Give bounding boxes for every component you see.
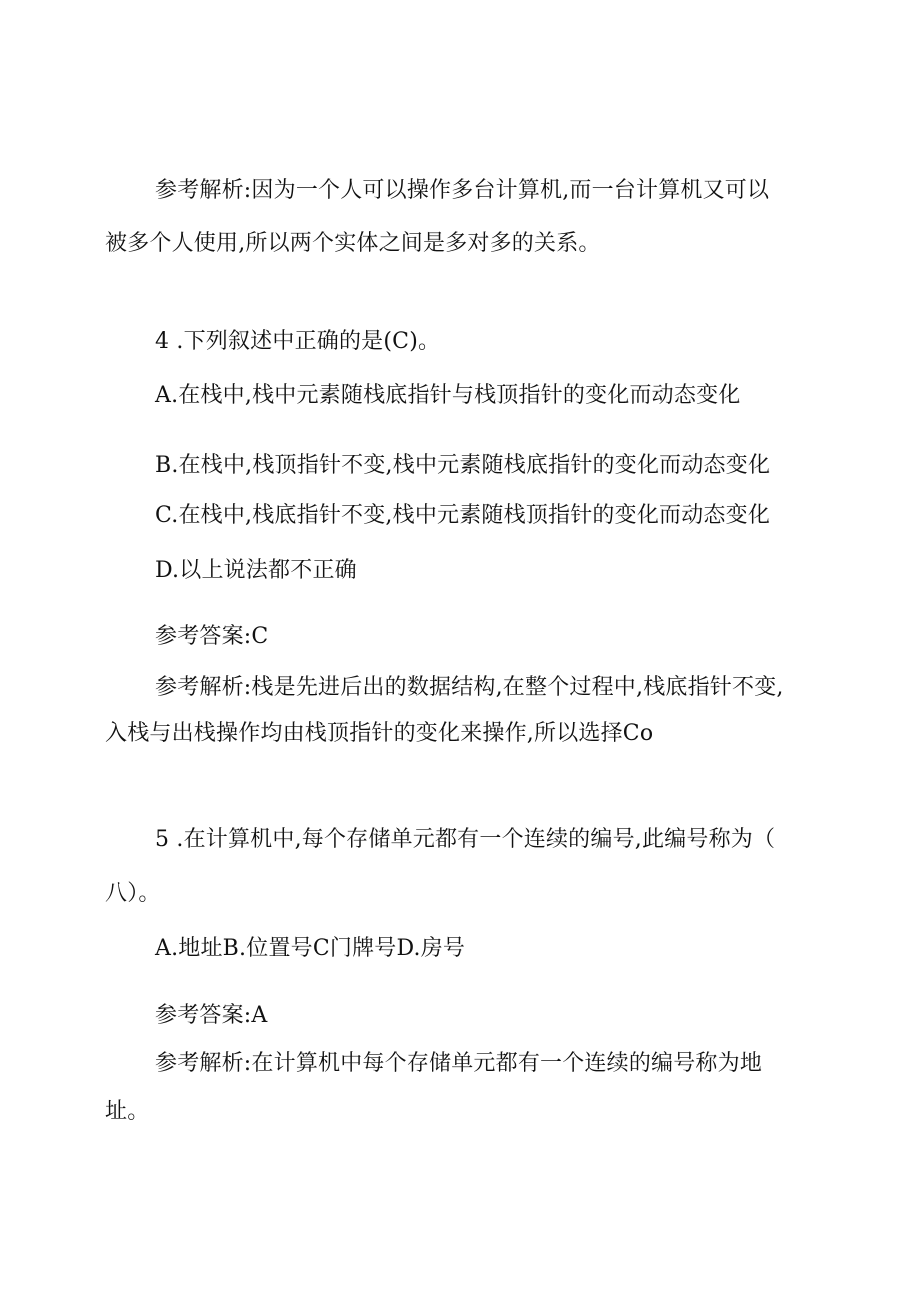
question-4-option-a: A.在栈中,栈中元素随栈底指针与栈顶指针的变化而动态变化 <box>155 383 741 408</box>
analysis-3-line-2: 被多个人使用,所以两个实体之间是多对多的关系。 <box>105 231 601 256</box>
question-5-answer: 参考答案:A <box>155 1003 268 1028</box>
question-4-analysis-line-1: 参考解析:栈是先进后出的数据结构,在整个过程中,栈底指针不变, <box>155 675 784 700</box>
question-5-options: A.地址B.位置号C门牌号D.房号 <box>155 936 466 961</box>
question-5-stem-line-2: 八）。 <box>105 881 161 906</box>
question-4-analysis-line-2: 入栈与出栈操作均由栈顶指针的变化来操作,所以选择Co <box>105 721 654 746</box>
question-4-option-c: C.在栈中,栈底指针不变,栈中元素随栈顶指针的变化而动态变化 <box>155 503 771 528</box>
question-5-stem-line-1: 5 .在计算机中,每个存储单元都有一个连续的编号,此编号称为（ <box>155 827 776 852</box>
analysis-3-line-1: 参考解析:因为一个人可以操作多台计算机,而一台计算机又可以 <box>155 178 770 203</box>
question-5-analysis-line-1: 参考解析:在计算机中每个存储单元都有一个连续的编号称为地 <box>155 1051 763 1076</box>
question-4-option-b: B.在栈中,栈顶指针不变,栈中元素随栈底指针的变化而动态变化 <box>155 453 771 478</box>
question-4-answer: 参考答案:C <box>155 624 269 649</box>
question-4-option-d: D.以上说法都不正确 <box>155 558 357 583</box>
question-4-stem: 4 .下列叙述中正确的是(C)。 <box>155 329 441 354</box>
question-5-analysis-line-2: 址。 <box>105 1099 150 1124</box>
